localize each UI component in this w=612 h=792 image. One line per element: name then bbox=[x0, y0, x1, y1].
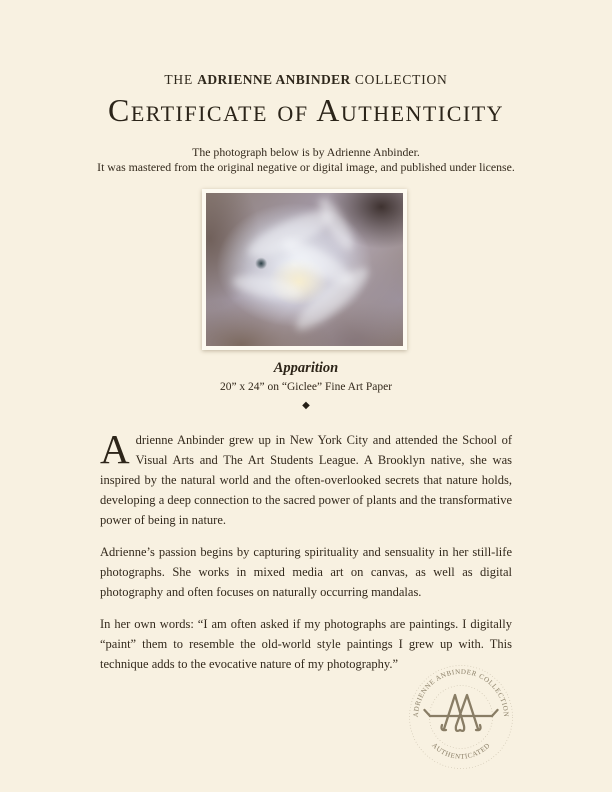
aa-monogram-icon bbox=[425, 695, 498, 731]
diamond-separator-icon: ◆ bbox=[302, 400, 310, 411]
artwork-title: Apparition bbox=[273, 360, 339, 376]
collection-prefix: THE bbox=[164, 72, 194, 87]
dropcap: A bbox=[100, 426, 130, 472]
collection-suffix: COLLECTION bbox=[354, 72, 448, 87]
seal-graphic bbox=[406, 662, 516, 772]
seal-bottom-text bbox=[430, 741, 492, 760]
collection-header bbox=[0, 72, 612, 88]
bio-paragraph-1 bbox=[100, 426, 512, 530]
bio-paragraph-1-text: drienne Anbinder grew up in New York City and attended the School of Visual Arts and The Art Students League. A Brooklyn native, she was inspired by the natural world and the often-overlooked secrets that nature holds, developing a deep connection to the sacred power of plants and the transformative power of being in nature. bbox=[100, 433, 512, 527]
subtitle-line-1: The photograph below is by Adrienne Anbinder. bbox=[192, 145, 420, 159]
bio-paragraph-2: Adrienne’s passion begins by capturing spirituality and sensuality in her still-life photographs. She works in mixed media art on canvas, as well as digital photography and often focuses on naturally occurring mandalas. bbox=[100, 545, 512, 599]
bio-paragraph-3: In her own words: “I am often asked if my photographs are paintings. I digitally “paint” them to resemble the old-world style paintings I grew up with. This technique adds to the evocative nature of my photography.” bbox=[100, 617, 512, 671]
artwork-photo bbox=[206, 193, 403, 346]
seal-bottom-textpath: AUTHENTICATED bbox=[430, 741, 492, 761]
subtitle bbox=[0, 145, 612, 175]
artwork-details: 20” x 24” on “Giclee” Fine Art Paper bbox=[219, 381, 393, 393]
biography bbox=[100, 426, 512, 686]
subtitle-line-2: It was mastered from the original negative or digital image, and published under license. bbox=[97, 160, 515, 174]
page-title: Certificate of Authenticity bbox=[107, 92, 505, 128]
authentication-seal bbox=[406, 662, 516, 772]
seal-top-textpath: ADRIENNE ANBINDER COLLECTION bbox=[411, 667, 511, 718]
photo-texture bbox=[231, 271, 303, 303]
collection-name: ADRIENNE ANBINDER bbox=[197, 72, 351, 87]
photo-frame bbox=[202, 189, 407, 350]
